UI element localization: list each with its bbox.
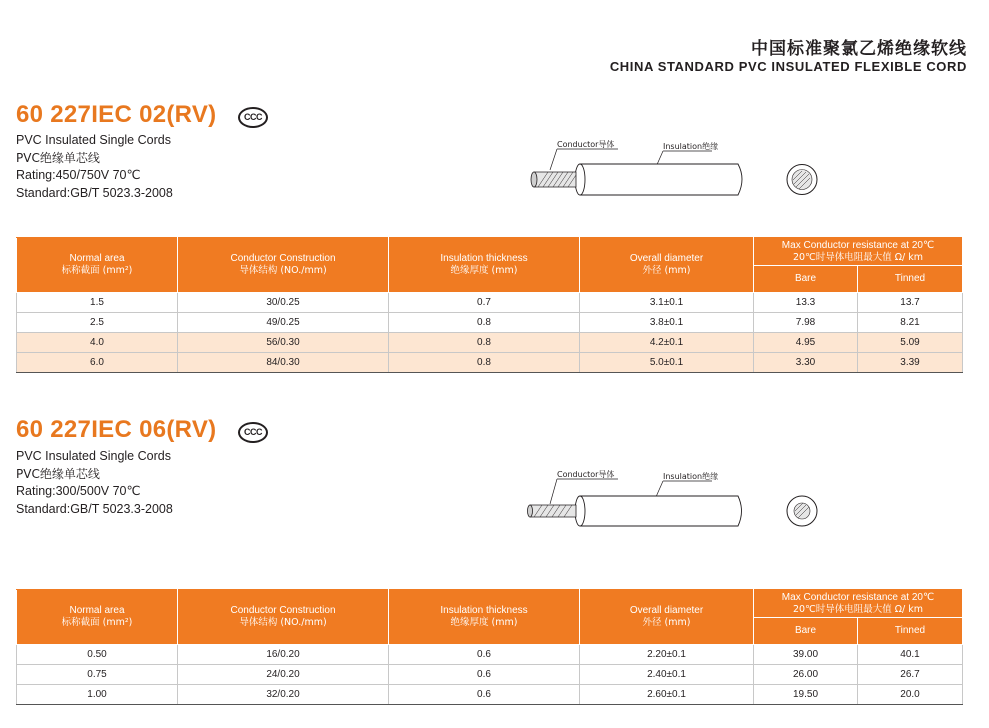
- table-cell: 0.8: [389, 333, 580, 353]
- ccc-cert-icon: CCC: [238, 107, 268, 128]
- insulation-label: Insulation绝缘: [663, 142, 719, 151]
- table-row: [17, 333, 963, 353]
- table-cell: 16/0.20: [178, 645, 389, 665]
- spec-table: [16, 237, 963, 373]
- product-code: 60 227IEC 02(RV): [16, 101, 217, 128]
- table-cell: 13.3: [754, 293, 858, 313]
- col-bare: Bare: [754, 618, 858, 645]
- product-info: [16, 132, 173, 202]
- table-cell: 2.5: [17, 313, 178, 333]
- cable-illustration: [520, 462, 830, 537]
- table-cell: 84/0.30: [178, 353, 389, 373]
- table-cell: 7.98: [754, 313, 858, 333]
- table-cell: 4.2±0.1: [580, 333, 754, 353]
- col-bare: Bare: [754, 266, 858, 293]
- table-cell: 24/0.20: [178, 665, 389, 685]
- table-cell: 0.6: [389, 665, 580, 685]
- col-normal-area: Normal area 标称截面 (mm²): [17, 238, 178, 293]
- product-name-cn: PVC绝缘单芯线: [16, 466, 100, 481]
- col-tinned: Tinned: [858, 266, 963, 293]
- table-cell: 0.8: [389, 353, 580, 373]
- table-cell: 6.0: [17, 353, 178, 373]
- table-cell: 0.6: [389, 645, 580, 665]
- table-cell: 13.7: [858, 293, 963, 313]
- conductor-label: Conductor导体: [557, 470, 615, 479]
- table-cell: 5.0±0.1: [580, 353, 754, 373]
- table-cell: 26.00: [754, 665, 858, 685]
- catalog-title-en: CHINA STANDARD PVC INSULATED FLEXIBLE CORD: [609, 59, 967, 74]
- product-name-en: PVC Insulated Single Cords: [16, 133, 171, 147]
- table-cell: 3.39: [858, 353, 963, 373]
- table-cell: 2.60±0.1: [580, 685, 754, 705]
- table-cell: 0.7: [389, 293, 580, 313]
- table-cell: 0.75: [17, 665, 178, 685]
- table-row: [17, 665, 963, 685]
- col-insulation: Insulation thickness 绝缘厚度 (mm): [389, 590, 580, 645]
- table-cell: 56/0.30: [178, 333, 389, 353]
- table-cell: 0.50: [17, 645, 178, 665]
- table-cell: 2.40±0.1: [580, 665, 754, 685]
- table-cell: 19.50: [754, 685, 858, 705]
- insulation-label: Insulation绝缘: [663, 472, 719, 481]
- table-cell: 49/0.25: [178, 313, 389, 333]
- table-cell: 3.30: [754, 353, 858, 373]
- col-normal-area: Normal area 标称截面 (mm²): [17, 590, 178, 645]
- table-cell: 32/0.20: [178, 685, 389, 705]
- table-cell: 30/0.25: [178, 293, 389, 313]
- col-diameter: Overall diameter 外径 (mm): [580, 238, 754, 293]
- table-row: [17, 685, 963, 705]
- col-construction: Conductor Construction 导体结构 (NO./mm): [178, 590, 389, 645]
- table-cell: 0.6: [389, 685, 580, 705]
- table-cell: 1.00: [17, 685, 178, 705]
- table-cell: 40.1: [858, 645, 963, 665]
- table-cell: 0.8: [389, 313, 580, 333]
- table-cell: 1.5: [17, 293, 178, 313]
- col-construction: Conductor Construction 导体结构 (NO./mm): [178, 238, 389, 293]
- product-info: [16, 448, 173, 518]
- cable-illustration: [520, 132, 830, 207]
- table-row: [17, 293, 963, 313]
- product-name-en: PVC Insulated Single Cords: [16, 449, 171, 463]
- table-cell: 26.7: [858, 665, 963, 685]
- col-resistance: Max Conductor resistance at 20℃ 20℃时导体电阻最大值 Ω/ km: [754, 590, 963, 618]
- table-cell: 4.0: [17, 333, 178, 353]
- product-standard: Standard:GB/T 5023.3-2008: [16, 501, 173, 516]
- product-code: 60 227IEC 06(RV): [16, 416, 217, 443]
- table-cell: 39.00: [754, 645, 858, 665]
- table-cell: 4.95: [754, 333, 858, 353]
- product-name-cn: PVC绝缘单芯线: [16, 150, 100, 165]
- col-resistance: Max Conductor resistance at 20℃ 20℃时导体电阻最大值 Ω/ km: [754, 238, 963, 266]
- product-rating: Rating:300/500V 70℃: [16, 484, 141, 498]
- col-insulation: Insulation thickness 绝缘厚度 (mm): [389, 238, 580, 293]
- product-rating: Rating:450/750V 70℃: [16, 168, 141, 182]
- table-cell: 8.21: [858, 313, 963, 333]
- catalog-title-cn: 中国标准聚氯乙烯绝缘软线: [751, 39, 967, 59]
- table-cell: 2.20±0.1: [580, 645, 754, 665]
- col-diameter: Overall diameter 外径 (mm): [580, 590, 754, 645]
- ccc-cert-icon: CCC: [238, 422, 268, 443]
- table-cell: 20.0: [858, 685, 963, 705]
- conductor-label: Conductor导体: [557, 140, 615, 149]
- product-standard: Standard:GB/T 5023.3-2008: [16, 185, 173, 200]
- col-tinned: Tinned: [858, 618, 963, 645]
- table-row: [17, 645, 963, 665]
- table-row: [17, 313, 963, 333]
- table-cell: 3.1±0.1: [580, 293, 754, 313]
- spec-table: [16, 589, 963, 705]
- table-cell: 5.09: [858, 333, 963, 353]
- table-cell: 3.8±0.1: [580, 313, 754, 333]
- table-row: [17, 353, 963, 373]
